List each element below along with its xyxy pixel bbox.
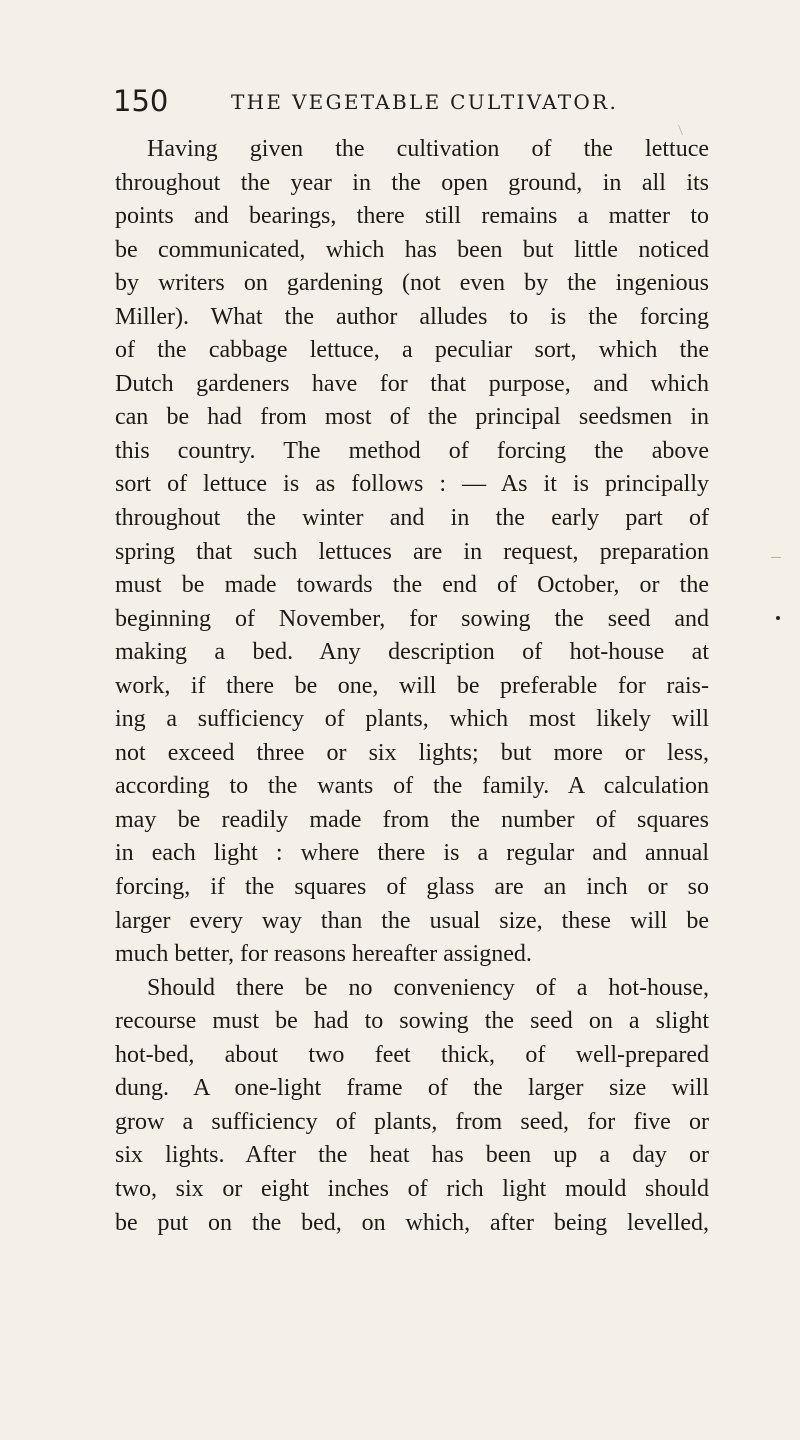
page-header (113, 84, 673, 120)
text-line: in each light : where there is a regular and annual (115, 840, 709, 867)
margin-dash (771, 557, 781, 558)
text-line: points and bearings, there still remains a matter to (115, 203, 709, 230)
text-line: must be made towards the end of October, or the (115, 572, 709, 599)
text-line: not exceed three or six lights; but more or less, (115, 739, 709, 766)
text-line: Should there be no conveniency of a hot-house, (147, 974, 709, 1001)
text-line: throughout the year in the open ground, in all its (115, 169, 709, 196)
text-line: spring that such lettuces are in request, preparation (115, 538, 709, 565)
text-line: Dutch gardeners have for that purpose, and which (115, 370, 709, 397)
text-line: much better, for reasons hereafter assigned. (115, 941, 532, 968)
text-line: grow a sufficiency of plants, from seed, for five or (115, 1108, 709, 1135)
text-line: of the cabbage lettuce, a peculiar sort, which the (115, 337, 709, 364)
text-line: ing a sufficiency of plants, which most likely will (115, 706, 709, 733)
text-line: forcing, if the squares of glass are an inch or so (115, 874, 709, 901)
text-line: six lights. After the heat has been up a day or (115, 1142, 709, 1169)
text-line: recourse must be had to sowing the seed on a slight (115, 1008, 709, 1035)
running-title: THE VEGETABLE CULTIVATOR. (231, 90, 619, 114)
text-line: may be readily made from the number of squares (115, 806, 709, 833)
text-line: hot-bed, about two feet thick, of well-prepared (115, 1041, 709, 1068)
text-line: by writers on gardening (not even by the ingenious (115, 270, 709, 297)
text-line: work, if there be one, will be preferable for rais- (115, 672, 709, 699)
margin-dot (776, 616, 780, 620)
page-number: 150 (113, 84, 169, 118)
text-line: Miller). What the author alludes to is the forcing (115, 303, 709, 330)
text-line: two, six or eight inches of rich light mould should (115, 1175, 709, 1202)
text-line: making a bed. Any description of hot-house at (115, 639, 709, 666)
text-line: larger every way than the usual size, these will be (115, 907, 709, 934)
text-line: throughout the winter and in the early part of (115, 505, 709, 532)
text-line: Having given the cultivation of the lettuce (147, 136, 709, 162)
text-line: this country. The method of forcing the above (115, 437, 709, 464)
text-line: dung. A one-light frame of the larger size will (115, 1075, 709, 1102)
body-text (115, 133, 709, 1240)
text-line: can be had from most of the principal seedsmen in (115, 404, 709, 431)
text-line: according to the wants of the family. A calculation (115, 773, 709, 800)
text-line: be communicated, which has been but little noticed (115, 236, 709, 263)
text-line: beginning of November, for sowing the seed and (115, 605, 709, 632)
text-line: be put on the bed, on which, after being levelled, (115, 1209, 709, 1236)
text-line: sort of lettuce is as follows : — As it is principally (115, 471, 709, 498)
